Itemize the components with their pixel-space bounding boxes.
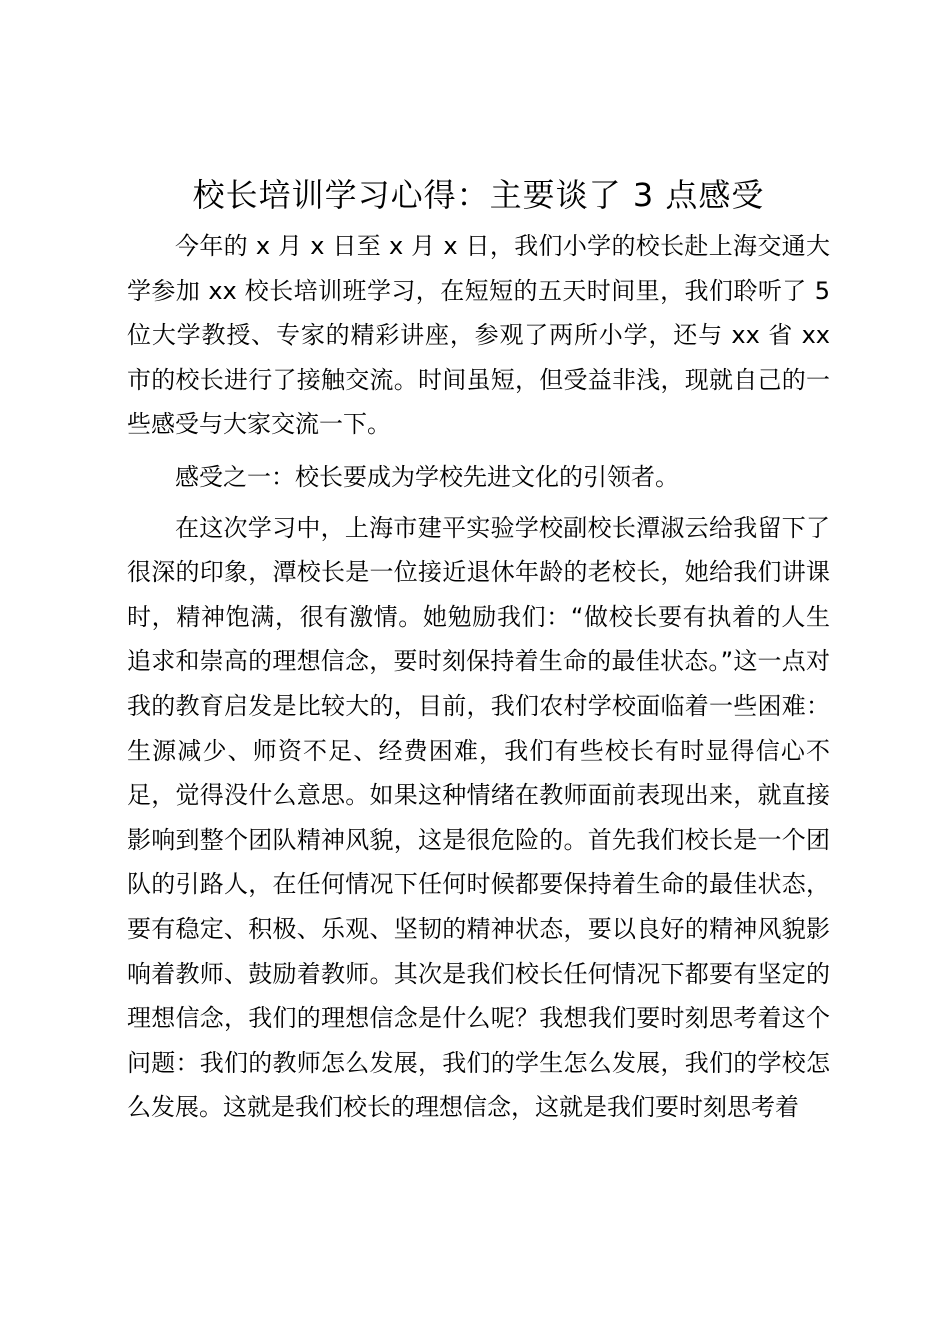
paragraph-intro: 今年的 x 月 x 日至 x 月 x 日，我们小学的校长赴上海交通大学参加 xx 校长培训班学习，在短短的五天时间里，我们聆听了 5 位大学教授、专家的精彩讲座，参观了两所小学，还与 xx 省 xx 市的校长进行了接触交流。时间虽短，但受益非浅，现就自己的一些感受与大家交流一下。 [127, 232, 830, 439]
document-page [127, 166, 830, 1130]
paragraph-heading-one: 感受之一：校长要成为学校先进文化的引领者。 [175, 462, 679, 491]
paragraph-body: 在这次学习中，上海市建平实验学校副校长潭淑云给我留下了很深的印象，潭校长是一位接近退休年龄的老校长，她给我们讲课时，精神饱满，很有激情。她勉励我们：“做校长要有执着的人生追求和崇高的理想信念，要时刻保持着生命的最佳状态。”这一点对我的教育启发是比较大的，目前，我们农村学校面临着一些困难：生源减少、师资不足、经费困难，我们有些校长有时显得信心不足，觉得没什么意思。如果这种情绪在教师面前表现出来，就直接影响到整个团队精神风貌，这是很危险的。首先我们校长是一个团队的引路人，在任何情况下任何时候都要保持着生命的最佳状态，要有稳定、积极、乐观、坚韧的精神状态，要以良好的精神风貌影响着教师、鼓励着教师。其次是我们校长任何情况下都要有坚定的理想信念，我们的理想信念是什么呢？我想我们要时刻思考着这个问题：我们的教师怎么发展，我们的学生怎么发展，我们的学校怎么发展。这就是我们校长的理想信念，这就是我们要时刻思考着 [127, 513, 830, 1122]
document-title: 校长培训学习心得：主要谈了 3 点感受 [192, 176, 765, 214]
